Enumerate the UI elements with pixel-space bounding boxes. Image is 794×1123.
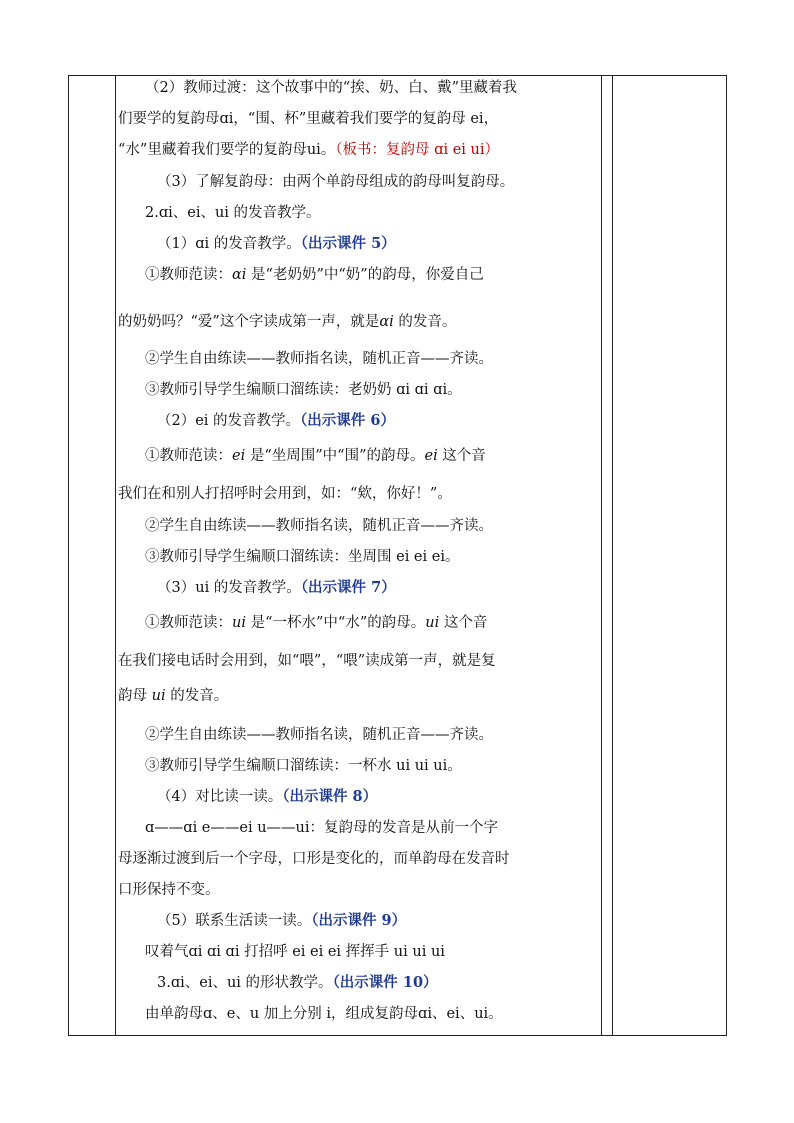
text-line: 叹着气ɑi ɑi ɑi 打招呼 ei ei ei 挥挥手 ui ui ui (145, 944, 445, 960)
pinyin-span: ui (151, 688, 166, 704)
text-line (118, 140, 499, 160)
pinyin-span: ɑi (379, 314, 394, 330)
text-span: 的奶奶吗？“爱”这个字读成第一声，就是 (118, 314, 380, 330)
table-right-column (612, 75, 727, 1036)
text-span: 的发音。 (393, 314, 457, 330)
text-line: 在我们接电话时会用到，如“喂”，“喂”读成第一声，就是复 (118, 653, 496, 669)
text-line (157, 411, 395, 431)
pinyin-span: ɑi (232, 267, 247, 283)
courseware-note: （出示课件 8） (282, 788, 378, 805)
text-span: 的发音。 (165, 688, 229, 704)
text-span: 是“坐周围”中“围”的韵母。 (245, 448, 425, 464)
text-span: 3.ɑi、ei、ui 的形状教学。 (157, 975, 333, 991)
text-line: （2）教师过渡：这个故事中的“挨、奶、白、戴”里藏着我 (145, 80, 518, 96)
courseware-note: （出示课件 10） (332, 974, 438, 991)
text-line: 母逐渐过渡到后一个字母，口形是变化的，而单韵母在发音时 (118, 851, 510, 867)
text-line: ③教师引导学生编顺口溜练读：坐周围 ei ei ei。 (145, 549, 460, 565)
text-line (145, 265, 484, 285)
text-span: 这个音 (439, 615, 488, 631)
text-line (157, 578, 396, 598)
text-line (145, 446, 486, 466)
text-span: （4）对比读一读。 (157, 789, 283, 805)
text-line: 我们在和别人打招呼时会用到，如：“欸，你好！”。 (118, 486, 452, 502)
text-line (157, 234, 396, 254)
text-line: ②学生自由练读——教师指名读，随机正音——齐读。 (145, 518, 493, 534)
text-line (145, 613, 487, 633)
board-note: （板书：复韵母 ɑi ei ui） (335, 142, 500, 158)
text-span: “水”里藏着我们要学的复韵母ui。 (118, 142, 336, 158)
text-span: （3）ui 的发音教学。 (157, 580, 301, 596)
text-span: ①教师范读： (145, 615, 232, 631)
text-span: （2）ei 的发音教学。 (157, 413, 301, 429)
text-span: 这个音 (437, 448, 486, 464)
section-heading (157, 973, 438, 993)
pinyin-span: ui (425, 615, 440, 631)
text-span: ①教师范读： (145, 267, 232, 283)
text-line (118, 686, 228, 706)
text-line: ②学生自由练读——教师指名读，随机正音——齐读。 (145, 351, 493, 367)
courseware-note: （出示课件 6） (300, 412, 395, 429)
text-span: ①教师范读： (145, 448, 232, 464)
text-line (157, 787, 377, 807)
text-span: （5）联系生活读一读。 (157, 913, 312, 929)
courseware-note: （出示课件 9） (311, 912, 407, 929)
text-line: 口形保持不变。 (118, 882, 220, 898)
pinyin-span: ei (232, 448, 246, 464)
text-line: （3）了解复韵母：由两个单韵母组成的韵母叫复韵母。 (157, 174, 515, 190)
pinyin-span: ui (232, 615, 246, 631)
text-line: ③教师引导学生编顺口溜练读：老奶奶 ɑi ɑi ɑi。 (145, 382, 462, 398)
text-span: 是“一杯水”中“水”的韵母。 (245, 615, 426, 631)
courseware-note: （出示课件 5） (300, 235, 396, 252)
text-line: 们要学的复韵母ɑi，“围、杯”里藏着我们要学的复韵母 ei， (118, 111, 499, 127)
text-span: （1）ɑi 的发音教学。 (157, 236, 301, 252)
courseware-note: （出示课件 7） (300, 579, 396, 596)
table-left-column (69, 76, 116, 1035)
text-line: ɑ——ɑi e——ei u——ui：复韵母的发音是从前一个字 (145, 820, 499, 836)
text-line: 由单韵母ɑ、e、u 加上分别 i，组成复韵母ɑi、ei、ui。 (145, 1006, 503, 1022)
text-line: ③教师引导学生编顺口溜练读：一杯水 ui ui ui。 (145, 758, 462, 774)
text-line (157, 911, 406, 931)
text-span: 是“老奶奶”中“奶”的韵母，你爱自己 (246, 267, 484, 283)
text-line (118, 312, 456, 332)
section-heading: 2.ɑi、ei、ui 的发音教学。 (145, 205, 321, 221)
pinyin-span: ei (424, 448, 438, 464)
text-span: 韵母 (118, 688, 152, 704)
text-line: ②学生自由练读——教师指名读，随机正音——齐读。 (145, 727, 493, 743)
